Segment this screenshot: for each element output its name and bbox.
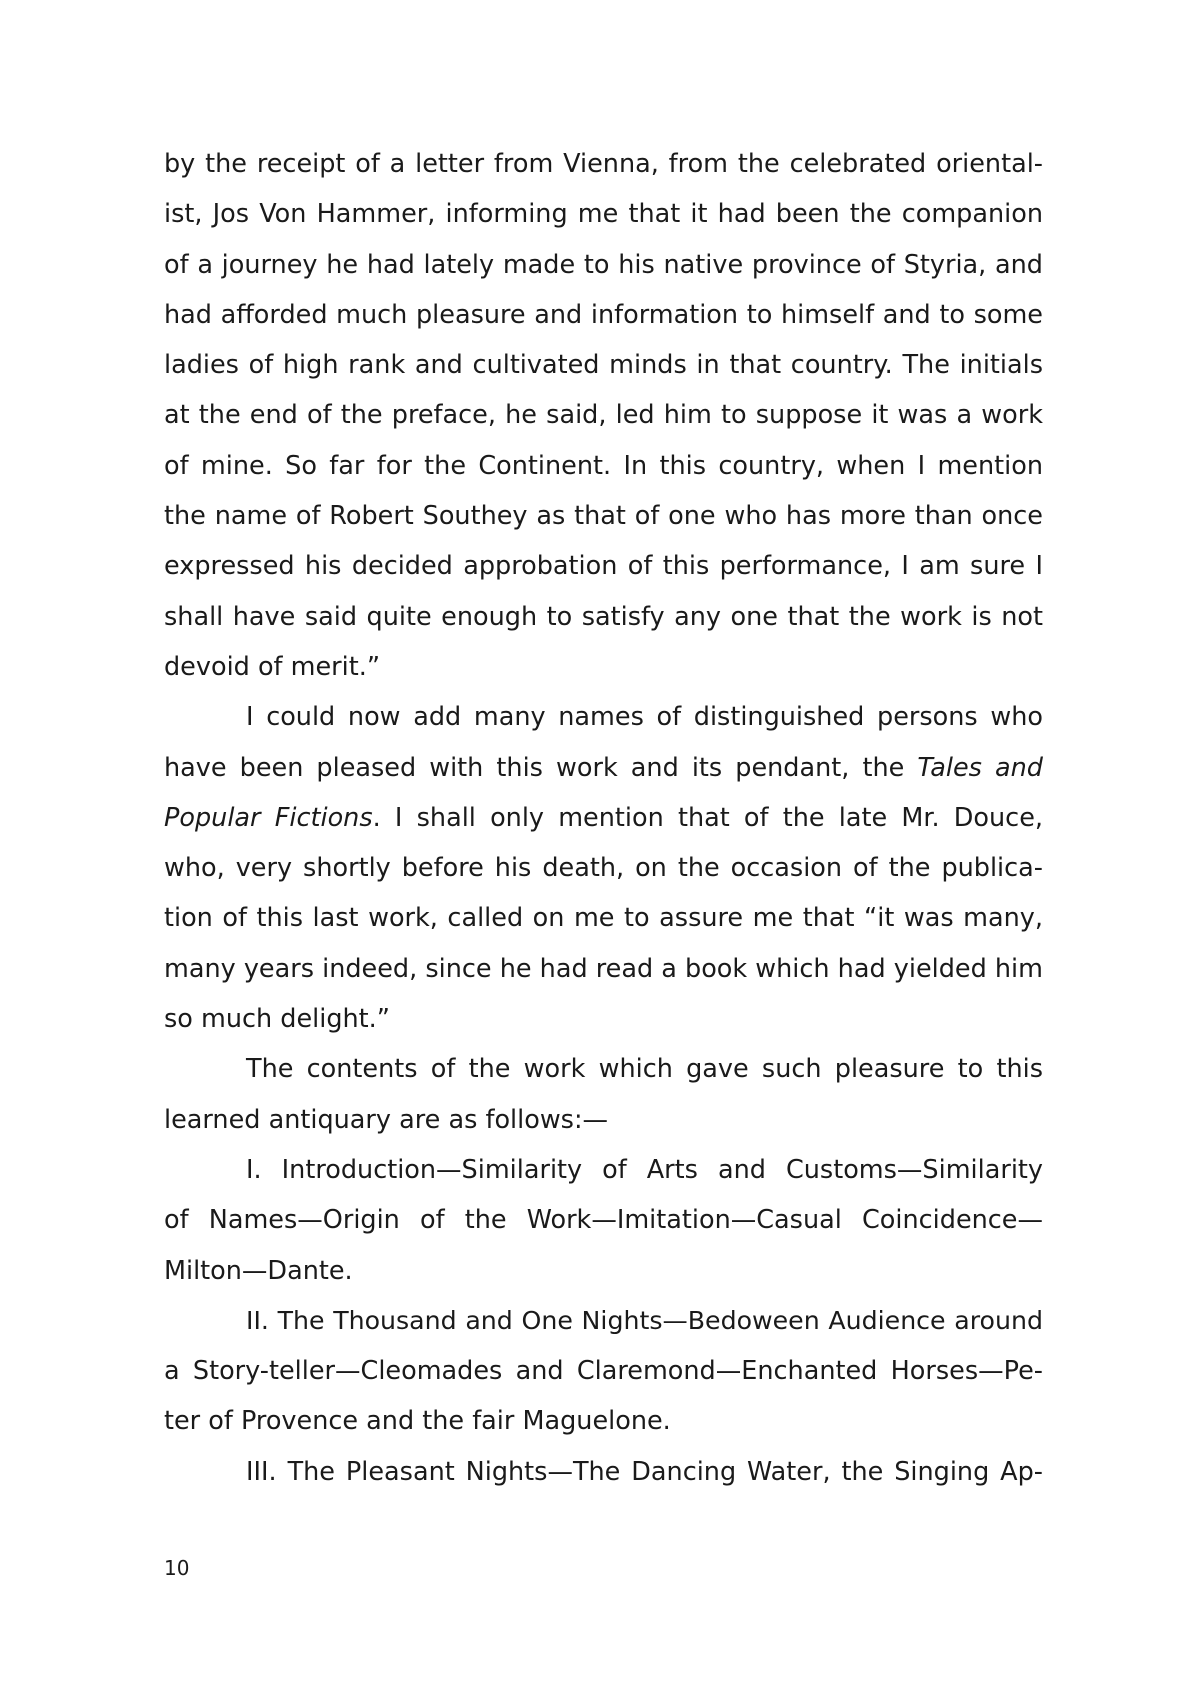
text-line: of a journey he had lately made to his native province of Styria, and [164, 249, 1043, 280]
page-number: 10 [164, 1556, 190, 1580]
text-line: many years indeed, since he had read a book which had yielded him [164, 953, 1043, 984]
text-line: had afforded much pleasure and information to himself and to some [164, 299, 1043, 330]
text-line [164, 793, 1043, 843]
text-line: the name of Robert Southey as that of one who has more than once [164, 501, 1043, 532]
text-line: shall have said quite enough to satisfy any one that the work is not [164, 601, 1043, 632]
text-line: devoid of merit.” [164, 651, 381, 682]
text-line: I could now add many names of distinguished persons who [246, 702, 1043, 733]
text-line: ist, Jos Von Hammer, informing me that it had been the companion [164, 199, 1043, 230]
text-line: ladies of high rank and cultivated minds in that country. The initials [164, 350, 1043, 381]
text-line: Milton—Dante. [164, 1255, 353, 1286]
text-line: ter of Provence and the fair Maguelone. [164, 1406, 671, 1437]
text-line: The contents of the work which gave such pleasure to this [246, 1054, 1043, 1085]
text-line: learned antiquary are as follows:— [164, 1104, 609, 1135]
book-title-italic: Tales and [917, 752, 1043, 783]
text-line: so much delight.” [164, 1004, 390, 1035]
text-line: of mine. So far for the Continent. In this country, when I mention [164, 450, 1043, 481]
text-line: a Story-teller—Cleomades and Claremond—Enchanted Horses—Pe- [164, 1356, 1043, 1387]
text-line: of Names—Origin of the Work—Imitation—Casual Coincidence— [164, 1205, 1043, 1236]
text-line: III. The Pleasant Nights—The Dancing Water, the Singing Ap- [246, 1456, 1043, 1487]
text-line: at the end of the preface, he said, led him to suppose it was a work [164, 400, 1043, 431]
text-line: II. The Thousand and One Nights—Bedoween Audience around [246, 1305, 1043, 1335]
text-line: who, very shortly before his death, on the occasion of the publica- [164, 853, 1043, 884]
text-line: expressed his decided approbation of this performance, I am sure I [164, 551, 1043, 582]
text-segment: . I shall only mention that of the late Mr. Douce, [372, 802, 1043, 833]
text-line: tion of this last work, called on me to assure me that “it was many, [164, 903, 1043, 934]
body-text [164, 139, 1043, 1497]
text-line: I. Introduction—Similarity of Arts and Customs—Similarity [246, 1154, 1043, 1185]
text-segment: have been pleased with this work and its pendant, the [164, 752, 918, 783]
text-line [164, 743, 1043, 793]
text-line: by the receipt of a letter from Vienna, from the celebrated oriental- [164, 149, 1043, 179]
book-title-italic: Popular Fictions [164, 802, 373, 833]
